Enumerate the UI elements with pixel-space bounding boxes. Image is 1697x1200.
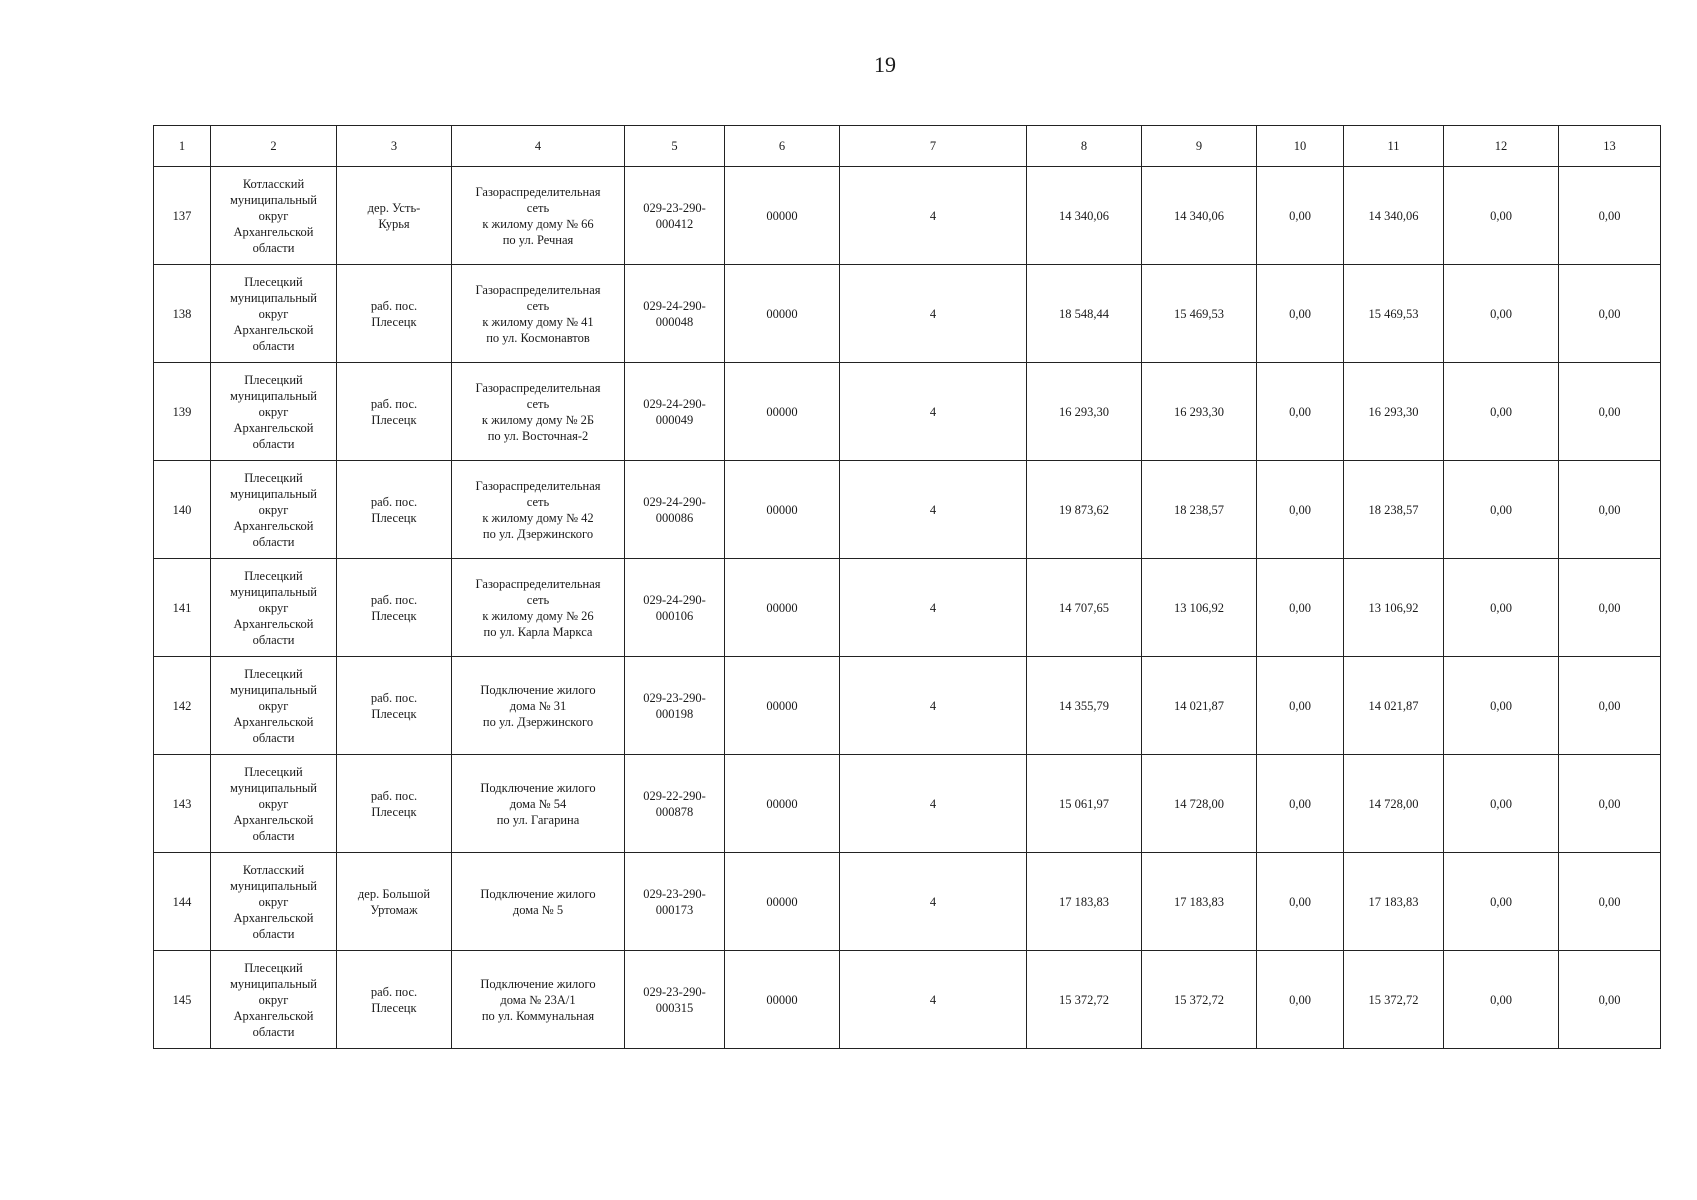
district-cell-line: Плесецкий (244, 372, 303, 387)
district-cell-line: области (252, 240, 295, 255)
district-cell-line: Плесецкий (244, 568, 303, 583)
object-code-cell-line: 000878 (655, 804, 694, 819)
object-name-cell (452, 265, 625, 363)
object-name-cell (452, 461, 625, 559)
district-cell-line: области (252, 828, 295, 843)
object-code-cell-line: 000048 (655, 314, 694, 329)
column-number-row (154, 126, 1661, 167)
object-code-cell (625, 951, 725, 1049)
object-code-cell-line: 000173 (655, 902, 694, 917)
locality-cell-line: Плесецк (371, 804, 417, 819)
column-number-13: 13 (1559, 126, 1661, 167)
district-cell (211, 951, 337, 1049)
column-number-8: 8 (1027, 126, 1142, 167)
district-cell-line: муниципальный (230, 584, 317, 599)
column-8-amount-cell: 17 183,83 (1027, 853, 1142, 951)
district-cell-line: муниципальный (230, 388, 317, 403)
column-6-cell: 00000 (725, 265, 840, 363)
object-name-cell-line: сеть (526, 200, 550, 215)
table-row (154, 755, 1661, 853)
object-name-cell-line: дома № 23А/1 (500, 992, 576, 1007)
locality-cell-line: Уртомаж (370, 902, 418, 917)
column-13-amount-cell: 0,00 (1559, 167, 1661, 265)
locality-cell-line: Плесецк (371, 510, 417, 525)
object-code-cell-line: 000086 (655, 510, 694, 525)
column-12-amount-cell: 0,00 (1444, 167, 1559, 265)
district-cell-line: муниципальный (230, 192, 317, 207)
column-12-amount-cell: 0,00 (1444, 559, 1559, 657)
column-10-amount-cell: 0,00 (1257, 951, 1344, 1049)
column-7-cell: 4 (840, 461, 1027, 559)
object-name-cell-line: Газораспределительная (475, 380, 601, 395)
column-7-cell: 4 (840, 755, 1027, 853)
locality-cell-line: Плесецк (371, 706, 417, 721)
table-row (154, 167, 1661, 265)
object-name-cell-line: сеть (526, 592, 550, 607)
district-cell-line: Архангельской (233, 812, 314, 827)
object-name-cell-line: Подключение жилого (480, 886, 596, 901)
column-9-amount-cell: 14 340,06 (1142, 167, 1257, 265)
object-name-cell-line: дома № 31 (509, 698, 567, 713)
object-name-cell-line: Газораспределительная (475, 576, 601, 591)
column-11-amount-cell: 14 340,06 (1344, 167, 1444, 265)
district-cell (211, 461, 337, 559)
column-6-cell: 00000 (725, 951, 840, 1049)
object-name-cell-line: по ул. Коммунальная (481, 1008, 595, 1023)
column-10-amount-cell: 0,00 (1257, 657, 1344, 755)
district-cell-line: Котласский (242, 176, 305, 191)
district-cell (211, 853, 337, 951)
district-cell-line: Архангельской (233, 420, 314, 435)
locality-cell-line: Плесецк (371, 608, 417, 623)
district-cell-line: Архангельской (233, 518, 314, 533)
locality-cell (337, 167, 452, 265)
object-code-cell (625, 755, 725, 853)
table-row (154, 657, 1661, 755)
column-8-amount-cell: 18 548,44 (1027, 265, 1142, 363)
column-13-amount-cell: 0,00 (1559, 853, 1661, 951)
district-cell-line: округ (258, 992, 289, 1007)
object-name-cell-line: Подключение жилого (480, 780, 596, 795)
object-code-cell (625, 657, 725, 755)
column-9-amount-cell: 17 183,83 (1142, 853, 1257, 951)
object-code-cell (625, 559, 725, 657)
district-cell-line: области (252, 730, 295, 745)
locality-cell-line: Плесецк (371, 1000, 417, 1015)
object-code-cell-line: 029-23-290- (643, 984, 706, 999)
column-9-amount-cell: 14 728,00 (1142, 755, 1257, 853)
table-row (154, 363, 1661, 461)
column-7-cell: 4 (840, 951, 1027, 1049)
locality-cell-line: раб. пос. (370, 494, 418, 509)
district-cell (211, 559, 337, 657)
column-13-amount-cell: 0,00 (1559, 951, 1661, 1049)
column-10-amount-cell: 0,00 (1257, 363, 1344, 461)
object-name-cell-line: к жилому дому № 41 (482, 314, 594, 329)
object-code-cell (625, 363, 725, 461)
locality-cell-line: дер. Большой (357, 886, 431, 901)
locality-cell-line: раб. пос. (370, 788, 418, 803)
column-12-amount-cell: 0,00 (1444, 461, 1559, 559)
district-cell-line: Архангельской (233, 714, 314, 729)
object-name-cell-line: к жилому дому № 2Б (481, 412, 595, 427)
column-6-cell: 00000 (725, 363, 840, 461)
column-12-amount-cell: 0,00 (1444, 755, 1559, 853)
column-9-amount-cell: 16 293,30 (1142, 363, 1257, 461)
column-11-amount-cell: 14 021,87 (1344, 657, 1444, 755)
district-cell-line: округ (258, 698, 289, 713)
object-name-cell-line: по ул. Восточная-2 (487, 428, 589, 443)
object-code-cell-line: 029-23-290- (643, 886, 706, 901)
column-number-6: 6 (725, 126, 840, 167)
column-8-amount-cell: 14 340,06 (1027, 167, 1142, 265)
district-cell-line: муниципальный (230, 780, 317, 795)
column-9-amount-cell: 18 238,57 (1142, 461, 1257, 559)
object-name-cell (452, 559, 625, 657)
district-cell-line: муниципальный (230, 976, 317, 991)
district-cell-line: области (252, 1024, 295, 1039)
locality-cell (337, 559, 452, 657)
district-cell-line: муниципальный (230, 682, 317, 697)
registry-table (153, 125, 1661, 1049)
column-13-amount-cell: 0,00 (1559, 265, 1661, 363)
column-number-10: 10 (1257, 126, 1344, 167)
object-name-cell-line: Подключение жилого (480, 682, 596, 697)
table-row (154, 951, 1661, 1049)
district-cell-line: области (252, 632, 295, 647)
column-11-amount-cell: 13 106,92 (1344, 559, 1444, 657)
locality-cell-line: раб. пос. (370, 592, 418, 607)
district-cell-line: Архангельской (233, 616, 314, 631)
column-number-12: 12 (1444, 126, 1559, 167)
object-name-cell-line: по ул. Карла Маркса (483, 624, 593, 639)
district-cell-line: Архангельской (233, 224, 314, 239)
object-code-cell-line: 029-22-290- (643, 788, 706, 803)
object-name-cell (452, 755, 625, 853)
locality-cell-line: Плесецк (371, 314, 417, 329)
column-6-cell: 00000 (725, 167, 840, 265)
row-number-cell: 141 (154, 559, 211, 657)
column-12-amount-cell: 0,00 (1444, 853, 1559, 951)
column-12-amount-cell: 0,00 (1444, 363, 1559, 461)
district-cell-line: области (252, 338, 295, 353)
column-number-9: 9 (1142, 126, 1257, 167)
object-name-cell-line: Газораспределительная (475, 184, 601, 199)
column-7-cell: 4 (840, 853, 1027, 951)
row-number-cell: 145 (154, 951, 211, 1049)
column-10-amount-cell: 0,00 (1257, 167, 1344, 265)
column-12-amount-cell: 0,00 (1444, 951, 1559, 1049)
column-11-amount-cell: 15 372,72 (1344, 951, 1444, 1049)
locality-cell-line: Курья (378, 216, 410, 231)
object-code-cell-line: 029-23-290- (643, 200, 706, 215)
column-9-amount-cell: 15 469,53 (1142, 265, 1257, 363)
object-code-cell-line: 029-24-290- (643, 494, 706, 509)
object-name-cell-line: по ул. Речная (502, 232, 574, 247)
locality-cell (337, 853, 452, 951)
district-cell-line: Архангельской (233, 910, 314, 925)
object-name-cell-line: Газораспределительная (475, 478, 601, 493)
object-name-cell-line: по ул. Гагарина (496, 812, 580, 827)
column-8-amount-cell: 15 061,97 (1027, 755, 1142, 853)
district-cell-line: Котласский (242, 862, 305, 877)
object-code-cell-line: 000198 (655, 706, 694, 721)
object-name-cell-line: дома № 5 (512, 902, 564, 917)
object-name-cell-line: сеть (526, 494, 550, 509)
locality-cell-line: раб. пос. (370, 984, 418, 999)
column-9-amount-cell: 14 021,87 (1142, 657, 1257, 755)
table-row (154, 265, 1661, 363)
district-cell-line: области (252, 436, 295, 451)
column-10-amount-cell: 0,00 (1257, 755, 1344, 853)
column-number-2: 2 (211, 126, 337, 167)
row-number-cell: 143 (154, 755, 211, 853)
district-cell-line: области (252, 534, 295, 549)
district-cell-line: Архангельской (233, 322, 314, 337)
object-name-cell-line: дома № 54 (509, 796, 567, 811)
object-code-cell-line: 000049 (655, 412, 694, 427)
column-number-4: 4 (452, 126, 625, 167)
object-name-cell (452, 167, 625, 265)
column-6-cell: 00000 (725, 853, 840, 951)
table-body (154, 167, 1661, 1049)
object-name-cell-line: сеть (526, 396, 550, 411)
column-10-amount-cell: 0,00 (1257, 559, 1344, 657)
column-13-amount-cell: 0,00 (1559, 755, 1661, 853)
locality-cell (337, 951, 452, 1049)
locality-cell-line: раб. пос. (370, 298, 418, 313)
district-cell-line: округ (258, 894, 289, 909)
column-10-amount-cell: 0,00 (1257, 461, 1344, 559)
object-name-cell-line: к жилому дому № 26 (482, 608, 594, 623)
column-11-amount-cell: 16 293,30 (1344, 363, 1444, 461)
district-cell-line: округ (258, 502, 289, 517)
column-11-amount-cell: 14 728,00 (1344, 755, 1444, 853)
object-code-cell (625, 265, 725, 363)
locality-cell-line: Плесецк (371, 412, 417, 427)
district-cell (211, 167, 337, 265)
district-cell-line: Плесецкий (244, 274, 303, 289)
district-cell-line: области (252, 926, 295, 941)
row-number-cell: 138 (154, 265, 211, 363)
district-cell-line: муниципальный (230, 486, 317, 501)
object-code-cell-line: 029-24-290- (643, 396, 706, 411)
column-10-amount-cell: 0,00 (1257, 853, 1344, 951)
locality-cell (337, 461, 452, 559)
column-11-amount-cell: 15 469,53 (1344, 265, 1444, 363)
column-7-cell: 4 (840, 657, 1027, 755)
column-number-7: 7 (840, 126, 1027, 167)
object-name-cell (452, 853, 625, 951)
column-6-cell: 00000 (725, 657, 840, 755)
district-cell (211, 363, 337, 461)
object-code-cell-line: 029-23-290- (643, 690, 706, 705)
row-number-cell: 139 (154, 363, 211, 461)
column-7-cell: 4 (840, 559, 1027, 657)
locality-cell-line: раб. пос. (370, 396, 418, 411)
table-row (154, 853, 1661, 951)
object-name-cell-line: к жилому дому № 42 (482, 510, 594, 525)
object-name-cell-line: по ул. Дзержинского (482, 714, 594, 729)
object-name-cell-line: по ул. Дзержинского (482, 526, 594, 541)
row-number-cell: 144 (154, 853, 211, 951)
page-number: 19 (874, 52, 896, 77)
column-number-5: 5 (625, 126, 725, 167)
district-cell-line: округ (258, 208, 289, 223)
column-7-cell: 4 (840, 265, 1027, 363)
column-12-amount-cell: 0,00 (1444, 265, 1559, 363)
column-number-3: 3 (337, 126, 452, 167)
district-cell-line: округ (258, 404, 289, 419)
column-9-amount-cell: 13 106,92 (1142, 559, 1257, 657)
column-10-amount-cell: 0,00 (1257, 265, 1344, 363)
column-number-11: 11 (1344, 126, 1444, 167)
column-13-amount-cell: 0,00 (1559, 657, 1661, 755)
column-8-amount-cell: 15 372,72 (1027, 951, 1142, 1049)
table-row (154, 461, 1661, 559)
object-name-cell-line: Газораспределительная (475, 282, 601, 297)
object-name-cell-line: сеть (526, 298, 550, 313)
object-code-cell-line: 029-24-290- (643, 592, 706, 607)
column-7-cell: 4 (840, 167, 1027, 265)
column-7-cell: 4 (840, 363, 1027, 461)
column-12-amount-cell: 0,00 (1444, 657, 1559, 755)
locality-cell (337, 265, 452, 363)
row-number-cell: 142 (154, 657, 211, 755)
object-name-cell-line: по ул. Космонавтов (486, 330, 590, 345)
district-cell-line: Плесецкий (244, 764, 303, 779)
locality-cell (337, 657, 452, 755)
column-8-amount-cell: 14 355,79 (1027, 657, 1142, 755)
district-cell-line: округ (258, 306, 289, 321)
district-cell-line: Плесецкий (244, 960, 303, 975)
district-cell (211, 657, 337, 755)
column-6-cell: 00000 (725, 461, 840, 559)
district-cell-line: Плесецкий (244, 470, 303, 485)
object-name-cell-line: Подключение жилого (480, 976, 596, 991)
column-13-amount-cell: 0,00 (1559, 559, 1661, 657)
column-13-amount-cell: 0,00 (1559, 363, 1661, 461)
column-13-amount-cell: 0,00 (1559, 461, 1661, 559)
object-code-cell-line: 029-24-290- (643, 298, 706, 313)
column-11-amount-cell: 18 238,57 (1344, 461, 1444, 559)
column-8-amount-cell: 19 873,62 (1027, 461, 1142, 559)
object-name-cell (452, 657, 625, 755)
district-cell (211, 755, 337, 853)
row-number-cell: 137 (154, 167, 211, 265)
column-8-amount-cell: 14 707,65 (1027, 559, 1142, 657)
locality-cell-line: раб. пос. (370, 690, 418, 705)
district-cell-line: Плесецкий (244, 666, 303, 681)
district-cell-line: муниципальный (230, 878, 317, 893)
locality-cell (337, 755, 452, 853)
locality-cell (337, 363, 452, 461)
object-code-cell-line: 000315 (655, 1000, 694, 1015)
object-code-cell (625, 853, 725, 951)
district-cell-line: округ (258, 600, 289, 615)
district-cell (211, 265, 337, 363)
column-number-1: 1 (154, 126, 211, 167)
object-name-cell (452, 951, 625, 1049)
object-code-cell (625, 167, 725, 265)
locality-cell-line: дер. Усть- (367, 200, 421, 215)
table-row (154, 559, 1661, 657)
column-6-cell: 00000 (725, 559, 840, 657)
column-9-amount-cell: 15 372,72 (1142, 951, 1257, 1049)
column-6-cell: 00000 (725, 755, 840, 853)
object-code-cell-line: 000106 (655, 608, 694, 623)
row-number-cell: 140 (154, 461, 211, 559)
object-name-cell (452, 363, 625, 461)
object-name-cell-line: к жилому дому № 66 (482, 216, 594, 231)
district-cell-line: муниципальный (230, 290, 317, 305)
district-cell-line: Архангельской (233, 1008, 314, 1023)
object-code-cell (625, 461, 725, 559)
district-cell-line: округ (258, 796, 289, 811)
object-code-cell-line: 000412 (655, 216, 694, 231)
column-8-amount-cell: 16 293,30 (1027, 363, 1142, 461)
column-11-amount-cell: 17 183,83 (1344, 853, 1444, 951)
